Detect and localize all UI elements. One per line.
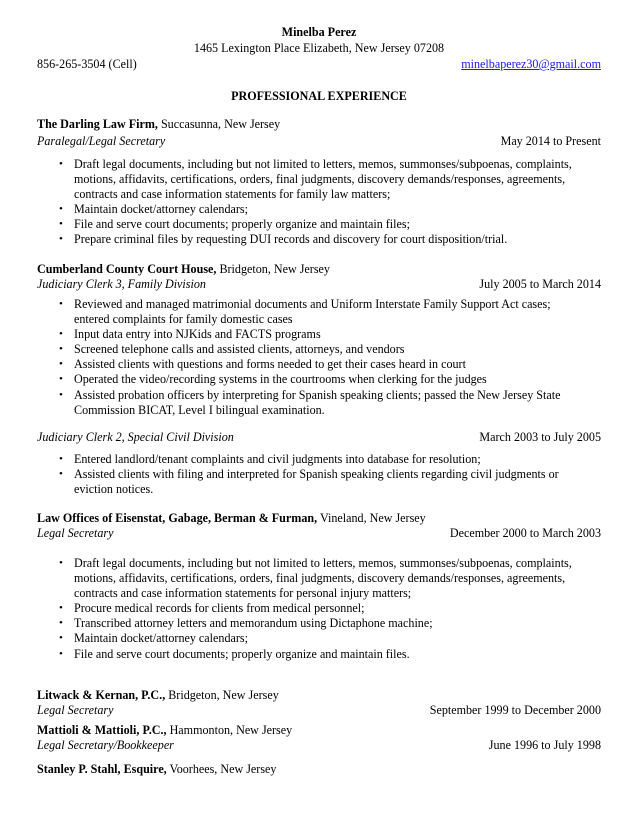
list-item (58, 556, 606, 601)
list-item (58, 297, 606, 327)
list-item-text: • Input data entry into NJKids and FACTS programs (74, 327, 321, 342)
job-title: Legal Secretary (37, 703, 114, 717)
list-item (58, 217, 606, 232)
list-item-text: • Screened telephone calls and assisted clients, attorneys, and vendors (74, 342, 405, 357)
list-item (58, 202, 606, 217)
list-item (58, 372, 606, 387)
list-item (58, 452, 606, 467)
job-employer-line (37, 688, 279, 703)
job-dates: December 2000 to March 2003 (449, 526, 601, 540)
job-title: Judiciary Clerk 3, Family Division (37, 277, 206, 291)
list-item-text: • Procure medical records for clients from medical personnel; (74, 601, 365, 616)
employer-name: Cumberland County Court House, (37, 262, 217, 276)
candidate-phone: 856-265-3504 (Cell) (37, 57, 137, 71)
employer-location: Voorhees, New Jersey (166, 762, 277, 776)
list-item-text: contracts and case information statements for personal injury matters; (74, 586, 412, 601)
list-item-text: • File and serve court documents; properly organize and maintain files; (74, 217, 410, 232)
list-item-text: • File and serve court documents; properly organize and maintain files. (74, 646, 410, 661)
list-item-text: • Draft legal documents, including but not limited to letters, memos, summonses/subpoenas, complaints, (74, 556, 572, 570)
list-item (58, 601, 606, 616)
job-dates: May 2014 to Present (500, 134, 601, 148)
list-item (58, 467, 606, 497)
job-duties-list (58, 297, 606, 418)
list-item-text: • Assisted probation officers by interpreting for Spanish speaking clients; passed the New Jersey State (74, 387, 561, 402)
job-title: Paralegal/Legal Secretary (37, 134, 166, 148)
job-employer-line (37, 117, 280, 132)
list-item-text: • Entered landlord/tenant complaints and civil judgments into database for resolution; (74, 452, 481, 466)
employer-location: Vineland, New Jersey (317, 511, 426, 525)
list-item-text: • Assisted clients with questions and forms needed to get their cases heard in court (74, 357, 466, 372)
employer-name: Stanley P. Stahl, Esquire, (37, 762, 167, 776)
job-dates: July 2005 to March 2014 (479, 277, 601, 291)
candidate-email[interactable] (461, 57, 601, 72)
list-item-text: Commission BICAT, Level I bilingual examination. (74, 402, 325, 417)
job-title: Legal Secretary/Bookkeeper (37, 738, 174, 752)
list-item (58, 388, 606, 418)
list-item-text: motions, affidavits, certifications, orders, final judgments, discovery demands/responses, agreements, (74, 172, 566, 187)
candidate-address: 1465 Lexington Place Elizabeth, New Jersey 07208 (193, 41, 445, 55)
employer-name: Mattioli & Mattioli, P.C., (37, 723, 167, 737)
list-item-text: • Prepare criminal files by requesting DUI records and discovery for court disposition/trial. (74, 232, 508, 247)
job-duties-list (58, 452, 606, 497)
employer-location: Bridgeton, New Jersey (216, 262, 330, 276)
candidate-name: Minelba Perez (281, 25, 357, 39)
list-item (58, 157, 606, 202)
email-link[interactable]: minelbaperez30@gmail.com (461, 57, 601, 71)
section-title: PROFESSIONAL EXPERIENCE (231, 89, 407, 103)
job-employer-line (37, 762, 276, 777)
job-employer-line (37, 262, 330, 277)
list-item-text: • Maintain docket/attorney calendars; (74, 202, 248, 217)
job-dates: March 2003 to July 2005 (479, 430, 601, 444)
job-title: Legal Secretary (37, 526, 114, 540)
list-item (58, 232, 606, 247)
list-item-text: • Draft legal documents, including but not limited to letters, memos, summonses/subpoenas, complaints, (74, 157, 572, 171)
employer-name: Law Offices of Eisenstat, Gabage, Berman & Furman, (37, 511, 318, 525)
list-item-text: • Maintain docket/attorney calendars; (74, 631, 248, 646)
list-item-text: • Reviewed and managed matrimonial documents and Uniform Interstate Family Support Act cases; (74, 297, 551, 311)
list-item-text: • Assisted clients with filing and interpreted for Spanish speaking clients regarding civil judgments or (74, 467, 559, 482)
employer-location: Hammonton, New Jersey (166, 723, 293, 737)
list-item (58, 327, 606, 342)
job-duties-list (58, 556, 606, 662)
employer-name: Litwack & Kernan, P.C., (37, 688, 166, 702)
list-item-text: entered complaints for family domestic cases (74, 312, 293, 327)
list-item (58, 647, 606, 662)
employer-location: Succasunna, New Jersey (157, 117, 281, 131)
list-item (58, 357, 606, 372)
list-item-text: eviction notices. (74, 482, 154, 497)
list-item-text: motions, affidavits, certifications, orders, final judgments, discovery demands/responses, agreements, (74, 571, 566, 586)
job-duties-list (58, 157, 606, 248)
job-employer-line (37, 511, 426, 526)
job-title: Judiciary Clerk 2, Special Civil Division (37, 430, 234, 444)
job-employer-line (37, 723, 292, 738)
list-item-text: contracts and case information statements for family law matters; (74, 187, 391, 202)
employer-name: The Darling Law Firm, (37, 117, 158, 131)
list-item-text: • Operated the video/recording systems in the courtrooms when clerking for the judges (74, 372, 487, 387)
employer-location: Bridgeton, New Jersey (165, 688, 279, 702)
job-dates: June 1996 to July 1998 (488, 738, 601, 752)
list-item-text: • Transcribed attorney letters and memorandum using Dictaphone machine; (74, 616, 433, 631)
list-item (58, 616, 606, 631)
job-dates: September 1999 to December 2000 (429, 703, 601, 717)
list-item (58, 342, 606, 357)
list-item (58, 631, 606, 646)
